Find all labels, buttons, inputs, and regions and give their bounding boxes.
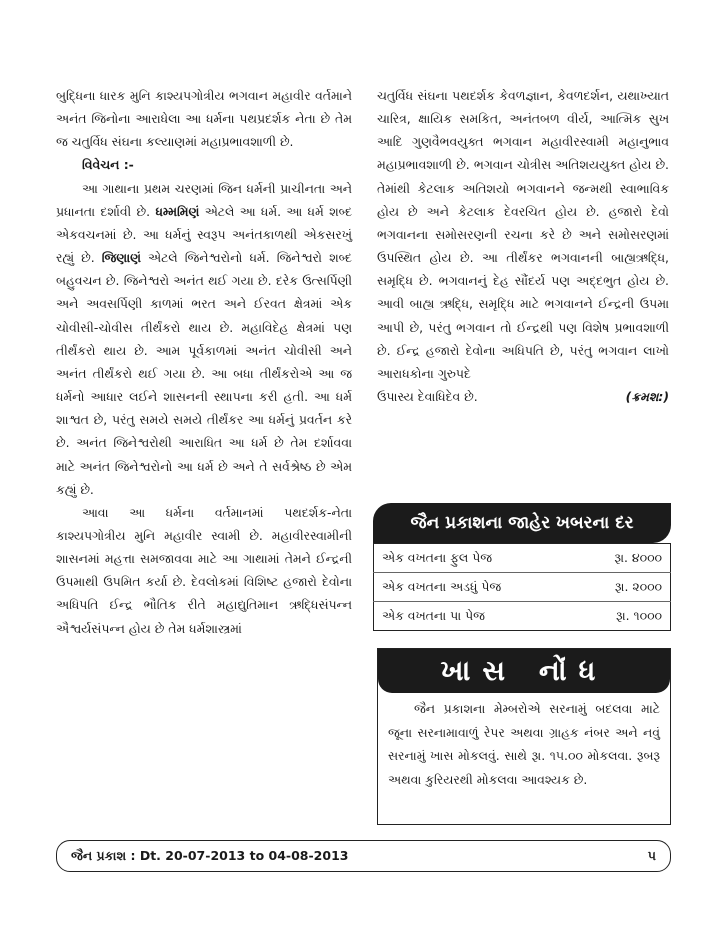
right-column (377, 84, 669, 408)
paragraph (56, 177, 352, 501)
rate-label: એક વખતના ફુલ પેજ (374, 544, 576, 573)
page-number: ૫ (647, 848, 656, 863)
table-row (374, 602, 671, 631)
emphasized-term: ધમ્મમિણં (155, 203, 200, 219)
ad-rates-box (373, 503, 671, 631)
special-note-title: ખાસ નોંધ (378, 649, 670, 693)
paragraph-text: એટલે જિનેશ્વરોનો ધર્મ. જિનેશ્વરો શબ્દ બહુવચન છે. જિનેશ્વરો અનંત થઈ ગયા છે. દરેક ઉત્સર્પિણી અને અવસર્પિણી કાળમાં ભરત અને ઈરવત ક્ષેત્રમાં એક ચોવીસી-ચોવીસ તીર્થંકરો થાય છે. મહાવિદેહ ક્ષેત્રમાં પણ તીર્થંકરો થાય છે. આમ પૂર્વકાળમાં અનંત ચોવીસી અને અનંત તીર્થંકરો થઈ ગયા છે. આ બધા તીર્થંકરોએ આ જ ધર્મનો આધાર લઈને શાસનની સ્થાપના કરી હતી. આ ધર્મ શાશ્વત છે, પરંતુ સમયે સમયે તીર્થંકર આ ધર્મનું પ્રવર્તન કરે છે. અનંત જિનેશ્વરોથી આરાધિત આ ધર્મ છે તેમ દર્શાવવા માટે અનંત જિનેશ્વરોનો આ ધર્મ છે અને તે સર્વશ્રેષ્ઠ છે એમ કહ્યું છે. (56, 250, 352, 497)
paragraph-text: આ ગાથાના પ્રથમ ચરણમાં જિન ધર્મની પ્રાચીનતા અને પ્રધાનતા દર્શાવી છે. (56, 180, 352, 219)
rate-label: એક વખતના અડધું પેજ (374, 573, 576, 602)
publication-date: જૈન પ્રકાશ : Dt. 20-07-2013 to 04-08-2013 (71, 848, 349, 863)
paragraph: બુદ્ધિના ધારક મુનિ કાશ્યપગોત્રીય ભગવાન મહાવીર વર્તમાને અનંત જિનોના આરાધેલા આ ધર્મના પથપ્રદર્શક નેતા છે તેમ જ ચતુર્વિધ સંઘના કલ્યાણમાં મહાપ્રભાવશાળી છે. (56, 88, 352, 150)
rate-price: રૂા. ૨૦૦૦ (575, 573, 670, 602)
table-row (374, 544, 671, 573)
emphasized-term: જિણાણં (101, 250, 141, 266)
ad-rates-table (373, 543, 671, 631)
ad-rates-title: જૈન પ્રકાશના જાહેર ખબરના દર (373, 503, 671, 543)
rate-price: રૂા. ૧૦૦૦ (616, 608, 662, 623)
page-footer (56, 840, 671, 872)
closing-text: ઉપાસ્ય દેવાધિદેવ છે. (377, 389, 478, 405)
special-note-body: જૈન પ્રકાશના મેમ્બરોએ સરનામું બદલવા માટે જૂના સરનામાવાળું રેપર અથવા ગ્રાહક નંબર અને નવું સરનામું ખાસ મોકલવું. સાથે રૂા. ૧૫.૦૦ મોકલવા. રૂબરૂ અથવા કુરિયરથી મોકલવા આવશ્યક છે. (388, 701, 660, 787)
rate-label: એક વખતના પા પેજ (382, 608, 485, 623)
section-heading: વિવેચન :- (82, 157, 134, 173)
closing-line (377, 385, 669, 408)
left-column (56, 84, 352, 640)
continued-mark: (ક્રમશ:) (625, 389, 669, 405)
paragraph-text: એટલે આ ધર્મ. આ ધર્મ શબ્દ એકવચનમાં છે. આ ધર્મનું સ્વરૂપ અનંતકાળથી એકસરખું રહ્યું છે. (56, 203, 352, 266)
special-note-box (377, 648, 671, 825)
paragraph: ચતુર્વિધ સંઘના પથદર્શક કેવળજ્ઞાન, કેવળદર્શન, યથાખ્યાત ચારિત્ર, ક્ષાયિક સમકિત, અનંતબળ વીર્ય, આત્મિક સુખ આદિ ગુણવૈભવયુક્ત ભગવાન મહાવીરસ્વામી મહાનુભાવ મહાપ્રભાવશાળી છે. ભગવાન ચોત્રીસ અતિશયયુક્ત હોય છે. તેમાંથી કેટલાક અતિશયો ભગવાનને જન્મથી સ્વાભાવિક હોય છે અને કેટલાક દેવરચિત હોય છે. હજારો દેવો ભગવાનના સમોસરણની રચના કરે છે અને સમોસરણમાં ઉપસ્થિત હોય છે. આ તીર્થંકર ભગવાનની બાહ્યઋદ્ધિ, સમૃદ્ધિ છે. ભગવાનનું દેહ સૌંદર્ય પણ અદ્દભુત હોય છે. આવી બાહ્ય ઋદ્ધિ, સમૃદ્ધિ માટે ભગવાનને ઈન્દ્રની ઉપમા આપી છે, પરંતુ ભગવાન તો ઈન્દ્રથી પણ વિશેષ પ્રભાવશાળી છે. ઈન્દ્ર હજારો દેવોના અધિપતિ છે, પરંતુ ભગવાન લાખો આરાધકોના ગુરુપદે (377, 88, 669, 381)
table-row (374, 573, 671, 602)
rate-price: રૂા. ૪૦૦૦ (575, 544, 670, 573)
paragraph: આવા આ ધર્મના વર્તમાનમાં પથદર્શક-નેતા કાશ્યપગોત્રીય મુનિ મહાવીર સ્વામી છે. મહાવીરસ્વામીની શાસનમાં મહત્તા સમજાવવા માટે આ ગાથામાં તેમને ઈન્દ્રની ઉપમાથી ઉપમિત કર્યા છે. દેવલોકમાં વિશિષ્ટ હજારો દેવોના અધિપતિ ઈન્દ્ર ભૌતિક રીતે મહાદ્યુતિમાન ઋદ્ધિસંપન્ન ઐશ્વર્યસંપન્ન હોય છે તેમ ધર્મશાસ્ત્રમાં (56, 504, 352, 636)
